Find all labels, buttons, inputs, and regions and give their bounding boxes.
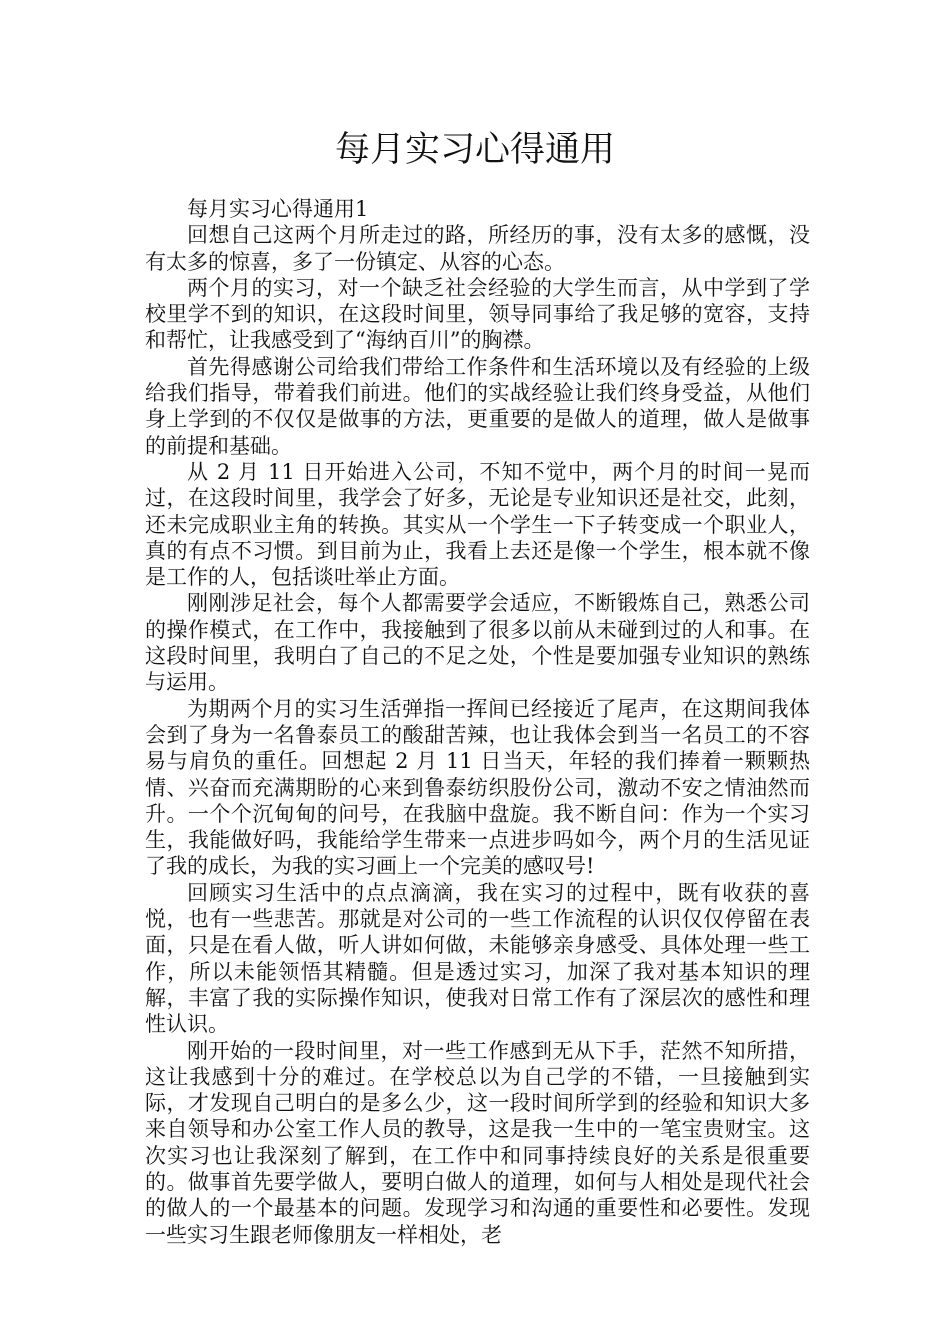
paragraph: 回顾实习生活中的点点滴滴，我在实习的过程中，既有收获的喜悦，也有一些悲苦。那就是对公司的一些工作流程的认识仅仅停留在表面，只是在看人做，听人讲如何做，未能够亲身感受、具体处理一些工作，所以未能领悟其精髓。但是透过实习，加深了我对基本知识的理解，丰富了我的实际操作知识，使我对日常工作有了深层次的感性和理性认识。 [145,880,810,1037]
paragraph: 从 2 月 11 日开始进入公司，不知不觉中，两个月的时间一晃而过，在这段时间里，我学会了好多，无论是专业知识还是社交，此刻，还未完成职业主角的转换。其实从一个学生一下子转变成一个职业人，真的有点不习惯。到目前为止，我看上去还是像一个学生，根本就不像是工作的人，包括谈吐举止方面。 [145,459,810,590]
paragraph: 刚刚涉足社会，每个人都需要学会适应，不断锻炼自己，熟悉公司的操作模式，在工作中，我接触到了很多以前从未碰到过的人和事。在这段时间里，我明白了自己的不足之处，个性是要加强专业知识的熟练与运用。 [145,591,810,695]
paragraph-subheading: 每月实习心得通用1 [187,197,369,221]
paragraph: 两个月的实习，对一个缺乏社会经验的大学生而言，从中学到了学校里学不到的知识，在这段时间里，领导同事给了我足够的宽容，支持和帮忙，让我感受到了“海纳百川”的胸襟。 [145,275,810,353]
paragraph: 首先得感谢公司给我们带给工作条件和生活环境以及有经验的上级给我们指导，带着我们前进。他们的实战经验让我们终身受益，从他们身上学到的不仅仅是做事的方法，更重要的是做人的道理，做人是做事的前提和基础。 [145,354,810,458]
paragraph: 为期两个月的实习生活弹指一挥间已经接近了尾声，在这期间我体会到了身为一名鲁泰员工的酸甜苦辣，也让我体会到当一名员工的不容易与肩负的重任。回想起 2 月 11 日当天，年轻的我们捧着一颗颗热情、兴奋而充满期盼的心来到鲁泰纺织股份公司，激动不安之情油然而升。一个个沉甸甸的问号，在我脑中盘旋。我不断自问：作为一个实习生，我能做好吗，我能给学生带来一点进步吗如今，两个月的生活见证了我的成长，为我的实习画上一个完美的感叹号! [145,696,810,879]
document-body [145,196,810,1248]
document-title: 每月实习心得通用 [334,130,615,170]
paragraph: 回想自己这两个月所走过的路，所经历的事，没有太多的感慨，没有太多的惊喜，多了一份镇定、从容的心态。 [145,223,810,274]
paragraph: 刚开始的一段时间里，对一些工作感到无从下手，茫然不知所措，这让我感到十分的难过。在学校总以为自己学的不错，一旦接触到实际，才发现自己明白的是多么少，这一段时间所学到的经验和知识大多来自领导和办公室工作人员的教导，这是我一生中的一笔宝贵财宝。这次实习也让我深刻了解到，在工作中和同事持续良好的关系是很重要的。做事首先要学做人，要明白做人的道理，如何与人相处是现代社会的做人的一个最基本的问题。发现学习和沟通的重要性和必要性。发现一些实习生跟老师像朋友一样相处，老 [145,1038,810,1247]
